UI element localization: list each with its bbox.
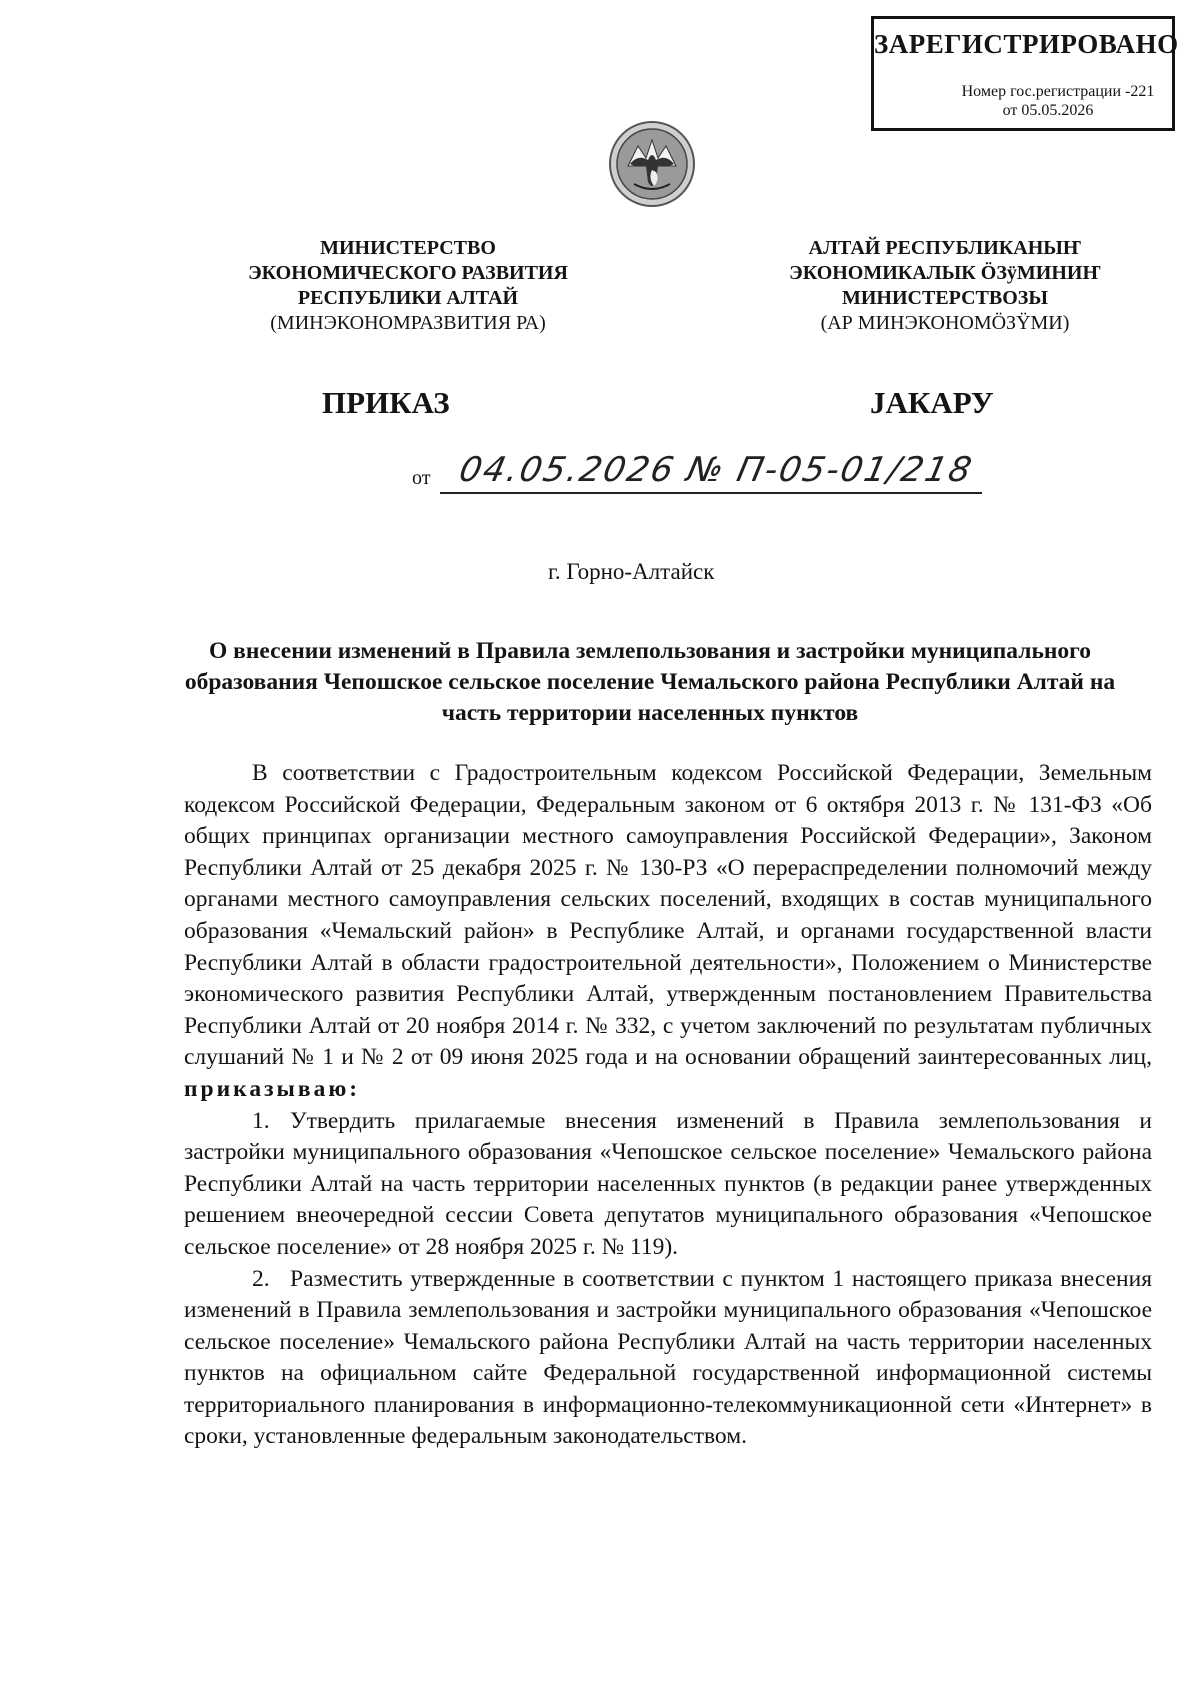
- list-item: [184, 1106, 1152, 1264]
- stamp-registration-number: Номер гос.регистрации -221: [961, 83, 1155, 100]
- item-text: Утвердить прилагаемые внесения изменений в Правила землепользования и застройки муниципального образования «Чепошское сельское поселение» Чемальского района Республики Алтай на часть территории населенных пунктов (в редакции ранее утвержденных решением внеочередной сессии Совета депутатов муниципального образования «Чепошское сельское поселение» от 28 ноября 2025 г. № 119).: [184, 1107, 1152, 1260]
- date-underline: [440, 492, 982, 494]
- item-number: 2.: [252, 1265, 270, 1292]
- order-heading-russian: ПРИКАЗ: [322, 385, 450, 420]
- registration-stamp: [871, 16, 1179, 131]
- document-title: О внесении изменений в Правила землепользования и застройки муниципального образования Чепошское сельское поселение Чемальского района Республики Алтай на часть территории населенных пунктов: [184, 638, 1116, 726]
- order-heading-altai: ЈАКАРУ: [870, 385, 994, 420]
- ministry-name-line-1: АЛТАЙ РЕСПУБЛИКАНЫҤ: [808, 237, 1082, 259]
- ministry-abbreviation: (АР МИНЭКОНОМÖЗŸМИ): [820, 312, 1070, 334]
- ministry-header-russian: [208, 236, 608, 336]
- preamble-text: В соответствии с Градостроительным кодексом Российской Федерации, Земельным кодексом Российской Федерации, Федеральным законом от 6 октября 2013 г. № 131-ФЗ «Об общих принципах организации местного самоуправления Российской Федерации», Законом Республики Алтай от 25 декабря 2025 г. № 130-РЗ «О перераспределении полномочий между органами местного самоуправления сельских поселений, входящих в состав муниципального образования «Чемальский район» в Республике Алтай, и органами государственной власти Республики Алтай в области градостроительной деятельности», Положением о Министерстве экономического развития Республики Алтай, утвержденным постановлением Правительства Республики Алтай от 20 ноября 2014 г. № 332, с учетом заключений по результатам публичных слушаний № 1 и № 2 от 09 июня 2025 года и на основании обращений заинтересованных лиц,: [184, 760, 1152, 1071]
- directive-word: приказываю:: [184, 1075, 361, 1102]
- preamble-paragraph: [184, 758, 1152, 1106]
- ministry-abbreviation: (МИНЭКОНОМРАЗВИТИЯ РА): [270, 312, 546, 334]
- ministry-name-line-1: МИНИСТЕРСТВО: [320, 237, 496, 259]
- date-label: от: [412, 467, 431, 489]
- item-number: 1.: [252, 1107, 270, 1134]
- ministry-name-line-3: МИНИСТЕРСТВОЗЫ: [841, 287, 1048, 309]
- list-item: [184, 1264, 1152, 1454]
- ministry-name-line-3: РЕСПУБЛИКИ АЛТАЙ: [297, 287, 519, 309]
- ministry-header-altai: [745, 236, 1145, 336]
- coat-of-arms-icon: [608, 120, 696, 208]
- document-body: [184, 758, 1152, 1453]
- ministry-name-line-2: ЭКОНОМИЧЕСКОГО РАЗВИТИЯ: [248, 262, 568, 284]
- stamp-registration-date: от 05.05.2026: [1002, 102, 1094, 119]
- item-text: Разместить утвержденные в соответствии с пунктом 1 настоящего приказа внесения изменений в Правила землепользования и застройки муниципального образования «Чепошское сельское поселение» Чемальского района Республики Алтай на часть территории населенных пунктов на официальном сайте Федеральной государственной информационной системы территориального планирования в информационно-телекоммуникационной сети «Интернет» в сроки, установленные федеральным законодательством.: [184, 1265, 1152, 1450]
- city-name: г. Горно-Алтайск: [548, 559, 715, 584]
- stamp-title: ЗАРЕГИСТРИРОВАНО: [874, 29, 1179, 59]
- handwritten-date-number: 04.05.2026 № П-05-01/218: [455, 450, 977, 490]
- ministry-name-line-2: ЭКОНОМИКАЛЫК ÖЗÿМИНИҤ: [789, 262, 1101, 284]
